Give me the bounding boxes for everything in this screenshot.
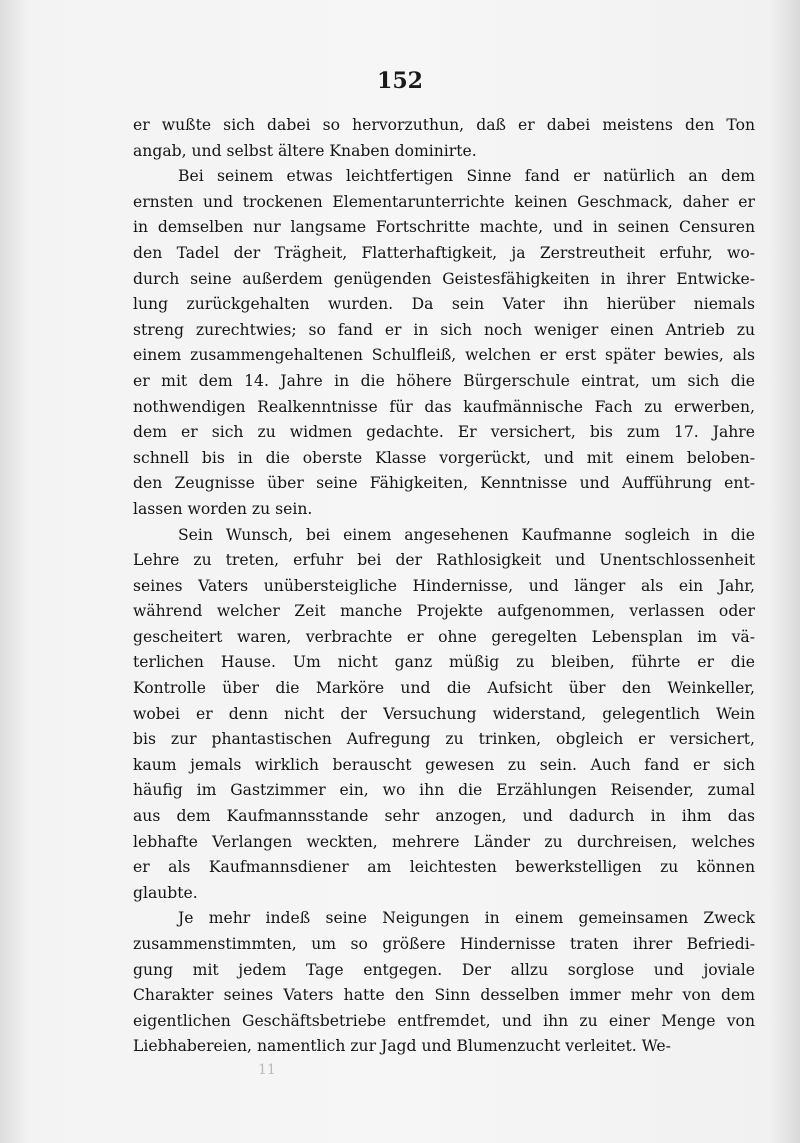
text-line: lebhafte Verlangen weckten, mehrere Länder zu durchreisen, welches: [133, 832, 755, 851]
text-line: seines Vaters unübersteigliche Hindernisse, und länger als ein Jahr,: [133, 576, 755, 595]
text-line: streng zurechtwies; so fand er in sich noch weniger einen Antrieb zu: [133, 320, 755, 339]
paragraph: [133, 523, 755, 907]
text-line: lassen worden zu sein.: [133, 499, 313, 518]
text-line: gung mit jedem Tage entgegen. Der allzu sorglose und joviale: [133, 960, 755, 979]
text-line: Bei seinem etwas leichtfertigen Sinne fand er natürlich an dem: [178, 167, 755, 186]
text-line: zusammenstimmten, um so größere Hindernisse traten ihrer Befriedi-: [133, 935, 755, 953]
bleed-through-mark: 11: [258, 1062, 276, 1078]
text-line: glaubte.: [133, 883, 198, 902]
text-line: durch seine außerdem genügenden Geistesfähigkeiten in ihrer Entwicke-: [133, 269, 755, 288]
text-line: in demselben nur langsame Fortschritte machte, und in seinen Censuren: [133, 218, 755, 237]
text-line: dem er sich zu widmen gedachte. Er versichert, bis zum 17. Jahre: [133, 423, 755, 442]
text-line: Kontrolle über die Markörе und die Aufsicht über den Weinkeller,: [133, 679, 755, 698]
text-line: ernsten und trockenen Elementarunterrichte keinen Geschmack, daher er: [133, 192, 755, 211]
text-line: Liebhabereien, namentlich zur Jagd und Blumenzucht verleitet. We-: [133, 1037, 671, 1056]
text-line: nothwendigen Realkenntnisse für das kaufmännische Fach zu erwerben,: [133, 397, 755, 416]
text-line: er mit dem 14. Jahre in die höhere Bürgerschule eintrat, um sich die: [133, 371, 755, 390]
body-text: [133, 113, 755, 1060]
text-line: den Zeugnisse über seine Fähigkeiten, Kenntnisse und Aufführung ent-: [133, 474, 755, 493]
text-line: wobei er denn nicht der Versuchung widerstand, gelegentlich Wein: [133, 704, 755, 723]
text-line: kaum jemals wirklich berauscht gewesen zu sein. Auch fand er sich: [133, 755, 755, 774]
text-line: Je mehr indeß seine Neigungen in einem gemeinsamen Zweck: [178, 909, 755, 928]
paragraph: [133, 906, 755, 1060]
text-line: Charakter seines Vaters hatte den Sinn desselben immer mehr von dem: [133, 986, 755, 1005]
text-line: während welcher Zeit manche Projekte aufgenommen, verlassen oder: [133, 602, 755, 621]
text-line: einem zusammengehaltenen Schulfleiß, welchen er erst später bewies, als: [133, 346, 755, 365]
text-line: terlichen Hause. Um nicht ganz müßig zu bleiben, führte er die: [133, 653, 755, 672]
text-line: Lehre zu treten, erfuhr bei der Rathlosigkeit und Unentschlossenheit: [133, 551, 755, 570]
text-line: den Tadel der Trägheit, Flatterhaftigkeit, ja Zerstreutheit erfuhr, wo-: [133, 243, 755, 262]
text-line: aus dem Kaufmannsstande sehr anzogen, und dadurch in ihm das: [133, 807, 755, 826]
text-line: Sein Wunsch, bei einem angesehenen Kaufmanne sogleich in die: [178, 525, 755, 544]
text-line: eigentlichen Geschäftsbetriebe entfremdet, und ihn zu einer Menge von: [133, 1011, 755, 1030]
page-number: 152: [377, 68, 423, 94]
text-line: häufig im Gastzimmer ein, wo ihn die Erzählungen Reisender, zumal: [133, 781, 755, 800]
paragraph: [133, 164, 755, 522]
text-line: angab, und selbst ältere Knaben dominirte.: [133, 141, 477, 160]
text-line: schnell bis in die oberste Klasse vorgerückt, und mit einem beloben-: [133, 448, 755, 467]
text-line: bis zur phantastischen Aufregung zu trinken, obgleich er versichert,: [133, 730, 755, 749]
text-line: lung zurückgehalten wurden. Da sein Vater ihn hierüber niemals: [133, 295, 755, 314]
text-line: er wußte sich dabei so hervorzuthun, daß er dabei meistens den Ton: [133, 116, 755, 134]
text-line: gescheitert waren, verbrachte er ohne geregelten Lebensplan im vä-: [133, 627, 755, 646]
paragraph: [133, 113, 755, 164]
text-line: er als Kaufmannsdiener am leichtesten bewerkstelligen zu können: [133, 858, 755, 877]
